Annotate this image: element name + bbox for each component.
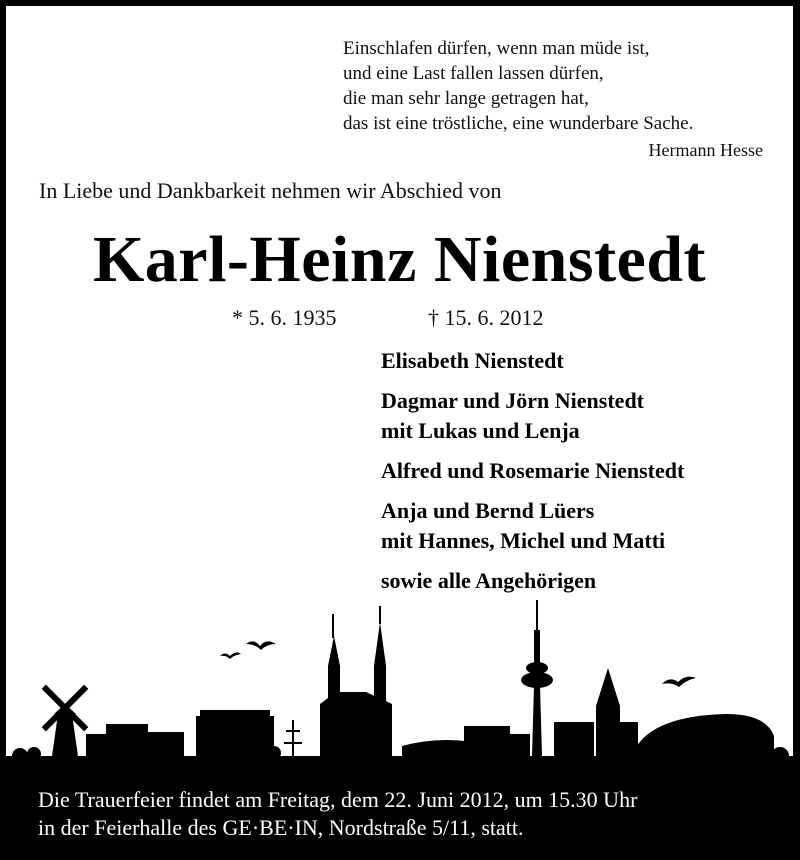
windmill-icon [42,685,89,756]
city-skyline-illustration [6,596,793,776]
mourner-entry [381,346,684,376]
bird-icon [220,652,241,659]
quote-line: die man sehr lange getragen hat, [343,88,589,109]
birth-date: * 5. 6. 1935 [232,305,337,330]
mourner-name: Elisabeth Nienstedt [381,348,564,373]
mourner-children: mit Lukas und Lenja [381,418,580,443]
bird-icon [662,677,696,687]
deceased-name: Karl-Heinz Nienstedt [92,223,707,296]
arena-icon [632,714,774,756]
mourners-list [381,346,684,606]
intro-text: In Liebe und Dankbarkeit nehmen wir Abschied von [39,178,502,203]
death-date: † 15. 6. 2012 [428,305,544,330]
mourner-name: sowie alle Angehörigen [381,568,597,593]
mourner-entry [381,566,684,596]
quote-author: Hermann Hesse [648,140,763,160]
funeral-info-line: Die Trauerfeier findet am Freitag, dem 22. Juni 2012, um 15.30 Uhr [38,787,638,812]
mourner-name: Dagmar und Jörn Nienstedt [381,388,645,413]
quote-block [343,36,693,136]
mourner-name: Alfred und Rosemarie Nienstedt [381,458,685,483]
obituary-notice [6,6,793,854]
quote-line: Einschlafen dürfen, wenn man müde ist, [343,38,650,59]
quote-line: und eine Last fallen lassen dürfen, [343,63,604,84]
mourner-entry [381,496,684,556]
quote-line: das ist eine tröstliche, eine wunderbare Sache. [343,113,694,134]
cathedral-icon [320,606,392,756]
bird-icon [246,641,276,650]
mourner-name: Anja und Bernd Lüers [381,498,595,523]
funeral-info-line: in der Feierhalle des GE·BE·IN, Nordstraße 5/11, statt. [38,815,524,840]
church-icon [596,668,638,756]
mourner-entry [381,386,684,446]
mourner-entry [381,456,684,486]
mourner-children: mit Hannes, Michel und Matti [381,528,666,553]
funeral-info [6,772,793,854]
tv-tower-icon [521,600,553,756]
